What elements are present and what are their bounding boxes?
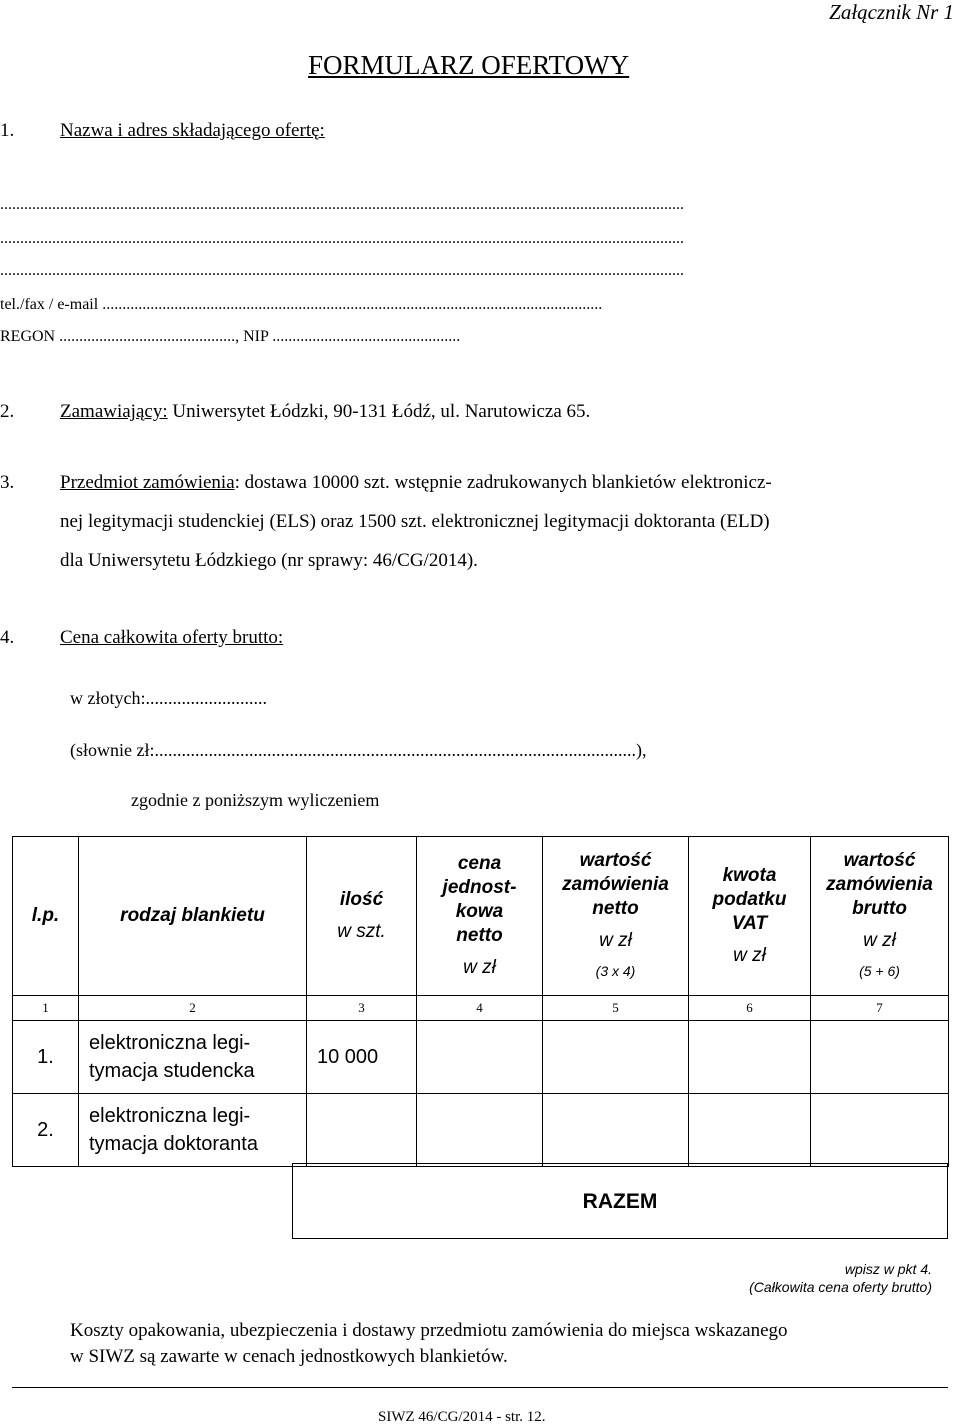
section-text: Uniwersytet Łódzki, 90-131 Łódź, ul. Narutowicza 65. — [167, 401, 591, 422]
header-vat-unit: w zł — [733, 945, 766, 966]
tel-label: tel./fax / e-mail — [0, 296, 99, 313]
header-net-unit: w zł — [599, 930, 632, 951]
row-vat-cell[interactable] — [689, 1021, 811, 1094]
row-gross-cell[interactable] — [811, 1094, 949, 1167]
col-number: 1 — [13, 996, 79, 1021]
price-pln-label: w złotych: — [70, 688, 146, 708]
header-vat: kwota podatku VAT w zł — [689, 837, 811, 996]
tel-field[interactable]: ............................................................................................................................. — [102, 296, 603, 313]
note-line-1: wpisz w pkt 4. — [844, 1261, 932, 1277]
nip-label: ..., NIP — [223, 328, 269, 345]
row-lp: 2. — [13, 1094, 79, 1167]
footer-text-line-1: Koszty opakowania, ubezpieczenia i dostawy przedmiotu zamówienia do miejsca wskazanego — [70, 1320, 788, 1341]
page-footer: SIWZ 46/CG/2014 - str. 12. — [378, 1409, 546, 1425]
col-number: 7 — [811, 996, 949, 1021]
note-line-2: (Całkowita cena oferty brutto) — [749, 1279, 932, 1295]
page-title: FORMULARZ OFERTOWY — [308, 50, 630, 80]
section-number: 3. — [0, 472, 15, 493]
section-3-line-2: nej legitymacji studenckiej (ELS) oraz 1500 szt. elektronicznej legitymacji doktoranta (ELD) — [60, 511, 770, 532]
offer-table — [12, 836, 949, 1167]
calculation-note: zgodnie z poniższym wyliczeniem — [131, 790, 380, 810]
header-net-formula: (3 x 4) — [595, 963, 636, 979]
header-net-value: wartość zamówienia netto w zł (3 x 4) — [543, 837, 689, 996]
section-number: 4. — [0, 627, 15, 648]
address-line-1[interactable]: ........................................................................................................................................................................... — [0, 196, 684, 213]
column-number-row — [13, 996, 949, 1021]
contact-line[interactable] — [0, 296, 602, 314]
row-qty-cell[interactable] — [307, 1094, 417, 1167]
attachment-label: Załącznik Nr 1 — [829, 0, 954, 24]
regon-nip-line[interactable] — [0, 328, 460, 346]
row-type: elektroniczna legi- tymacja studencka — [79, 1021, 307, 1094]
header-gross-formula: (5 + 6) — [859, 963, 900, 979]
col-number: 4 — [417, 996, 543, 1021]
row-unit-price-cell[interactable] — [417, 1021, 543, 1094]
address-line-2[interactable]: ........................................................................................................................................................................... — [0, 230, 684, 247]
price-words-field[interactable]: ...........................................................................................................), — [154, 740, 647, 760]
header-gross-unit: w zł — [863, 930, 896, 951]
nip-field[interactable]: ............................................... — [272, 328, 461, 345]
row-qty: 10 000 — [307, 1021, 417, 1094]
row-vat-cell[interactable] — [689, 1094, 811, 1167]
header-qty: ilość w szt. — [307, 837, 417, 996]
row-net-cell[interactable] — [543, 1021, 689, 1094]
table-header-row — [13, 837, 949, 996]
col-number: 2 — [79, 996, 307, 1021]
table-row — [13, 1021, 949, 1094]
price-pln-field[interactable]: ........................... — [145, 688, 267, 708]
regon-label: REGON — [0, 328, 56, 345]
header-qty-unit: w szt. — [337, 921, 386, 942]
table-row — [13, 1094, 949, 1167]
row-gross-cell[interactable] — [811, 1021, 949, 1094]
footer-divider — [12, 1387, 948, 1388]
header-lp: l.p. — [13, 837, 79, 996]
total-label: RAZEM — [582, 1190, 658, 1213]
section-label: Cena całkowita oferty brutto: — [60, 627, 284, 648]
section-text: : dostawa 10000 szt. wstępnie zadrukowanych blankietów elektronicz- — [234, 472, 772, 493]
footer-text-line-2: w SIWZ są zawarte w cenach jednostkowych blankietów. — [70, 1346, 508, 1367]
header-unit-price: cena jednost- kowa netto w zł — [417, 837, 543, 996]
section-3-line-3: dla Uniwersytetu Łódzkiego (nr sprawy: 46/CG/2014). — [60, 550, 478, 571]
section-1-heading — [0, 120, 325, 142]
header-type: rodzaj blankietu — [79, 837, 307, 996]
header-unit-price-unit: w zł — [463, 957, 496, 978]
price-words-label: (słownie zł: — [70, 740, 155, 760]
section-2 — [0, 401, 590, 423]
col-number: 6 — [689, 996, 811, 1021]
section-number: 1. — [0, 120, 15, 141]
section-label: Zamawiający: — [60, 401, 168, 422]
section-number: 2. — [0, 401, 15, 422]
row-net-cell[interactable] — [543, 1094, 689, 1167]
col-number: 5 — [543, 996, 689, 1021]
total-row — [292, 1163, 948, 1239]
price-pln-line[interactable] — [70, 688, 267, 709]
regon-field[interactable]: ......................................... — [59, 328, 224, 345]
row-unit-price-cell[interactable] — [417, 1094, 543, 1167]
price-words-line[interactable] — [70, 740, 646, 761]
header-gross-value: wartość zamówienia brutto w zł (5 + 6) — [811, 837, 949, 996]
section-label: Przedmiot zamówienia — [60, 472, 235, 493]
row-lp: 1. — [13, 1021, 79, 1094]
address-line-3[interactable]: ........................................................................................................................................................................... — [0, 262, 684, 279]
col-number: 3 — [307, 996, 417, 1021]
section-label: Nazwa i adres składającego ofertę: — [60, 120, 325, 141]
section-3-line-1 — [0, 472, 772, 494]
section-4-heading — [0, 627, 283, 649]
row-type: elektroniczna legi- tymacja doktoranta — [79, 1094, 307, 1167]
